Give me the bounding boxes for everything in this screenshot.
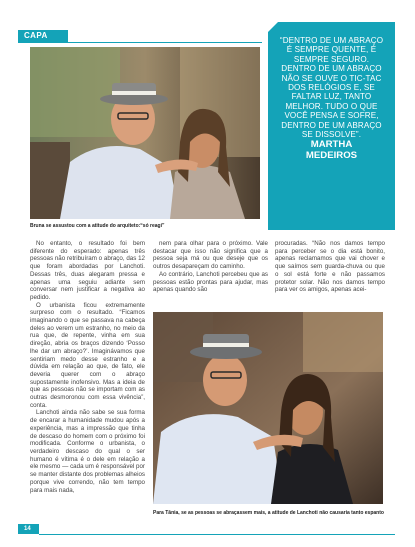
col1-paragraph: Lanchoti ainda não sabe se sua forma de encarar a humanidade mudou após a experiência, mas a impressão que tinha de descaso do homem com o próximo foi modificada. Conforme o urbanista, o verdadeiro descaso do qual o ser humano é vítima é o dele em relação a ele mesmo — cada um é responsável por se manter distante dos problemas alheios porque vive correndo, não tem tempo para mais nada, xyxy=(30,409,145,494)
quote-author-first: MARTHA xyxy=(310,139,353,151)
photo-caption-bottom xyxy=(153,510,393,516)
col1-paragraph: O urbanista ficou extremamente surpreso com o resultado. “Ficamos imaginando o que se passava na cabeça deles ao verem um estranho, no meio da rua que, de repente, vinha em sua direção, abria os braços dizendo ‘Posso lhe dar um abraço?’. Imaginávamos que sentiriam medo desse estranho e a dúvida em relação ao que, de fato, ele deveria querer com o abraço supostamente inofensivo. Mas a ideia de que as pessoas não se importam com as outras desmoronou com essa vivência”, conta. xyxy=(30,301,145,409)
photo-top-hug xyxy=(30,47,260,219)
article-column-1 xyxy=(30,240,145,494)
photo-bottom-hug xyxy=(153,312,383,504)
caption-bottom-text: Para Tânia, se as pessoas se abraçassem mais, a atitude de Lanchoti não causaria tanto espanto xyxy=(153,510,384,516)
caption-top-text: Bruna se assustou com a atitude do arquiteto:“só reagi” xyxy=(30,223,165,229)
col1-paragraph: No entanto, o resultado foi bem diferente do esperado: apenas três pessoas não retribuíram o abraço, das 12 que foram abordadas por Lanchoti. Dessas três, duas alegaram pressa e apenas uma seguiu adiante sem conversar nem justificar a negativa ao pedido. xyxy=(30,240,145,301)
col2-paragraph: nem para olhar para o próximo. Vale destacar que isso não significa que a pessoa seja má ou que deseje que os outros desapareçam do caminho. xyxy=(153,240,268,271)
page-rule xyxy=(39,534,395,535)
section-tab xyxy=(18,30,68,42)
page-number: 14 xyxy=(18,524,39,534)
article-column-2 xyxy=(153,240,268,294)
col2-paragraph: Ao contrário, Lanchoti percebeu que as pessoas estão prontas para ajudar, mas apenas quando são xyxy=(153,270,268,294)
quote-corner-notch xyxy=(268,22,278,32)
pull-quote xyxy=(268,22,395,230)
quote-author-last: MEDEIROS xyxy=(305,150,358,162)
section-label: CAPA xyxy=(24,31,48,40)
article-column-3 xyxy=(275,240,385,294)
quote-text: “DENTRO DE UM ABRAÇO É SEMPRE QUENTE, É SEMPRE SEGURO. DENTRO DE UM ABRAÇO NÃO SE OUVE O TIC-TAC DOS RELÓGIOS E, SE FALTAR LUZ, TANTO MELHOR. TUDO O QUE VOCÊ PENSA E SOFRE, DENTRO DE UM ABRAÇO SE DISSOLVE”. xyxy=(279,36,384,140)
photo-caption-top xyxy=(30,223,270,229)
section-rule xyxy=(18,42,262,43)
col3-paragraph: procuradas. “Não nos damos tempo para perceber se o dia está bonito, apenas reclamamos que vai chover e que saímos sem guarda-chuva ou que o sol está forte e não passamos protetor solar. Não nos damos tempo para ver os amigos, apenas acei- xyxy=(275,240,385,294)
quote-author xyxy=(276,140,387,161)
